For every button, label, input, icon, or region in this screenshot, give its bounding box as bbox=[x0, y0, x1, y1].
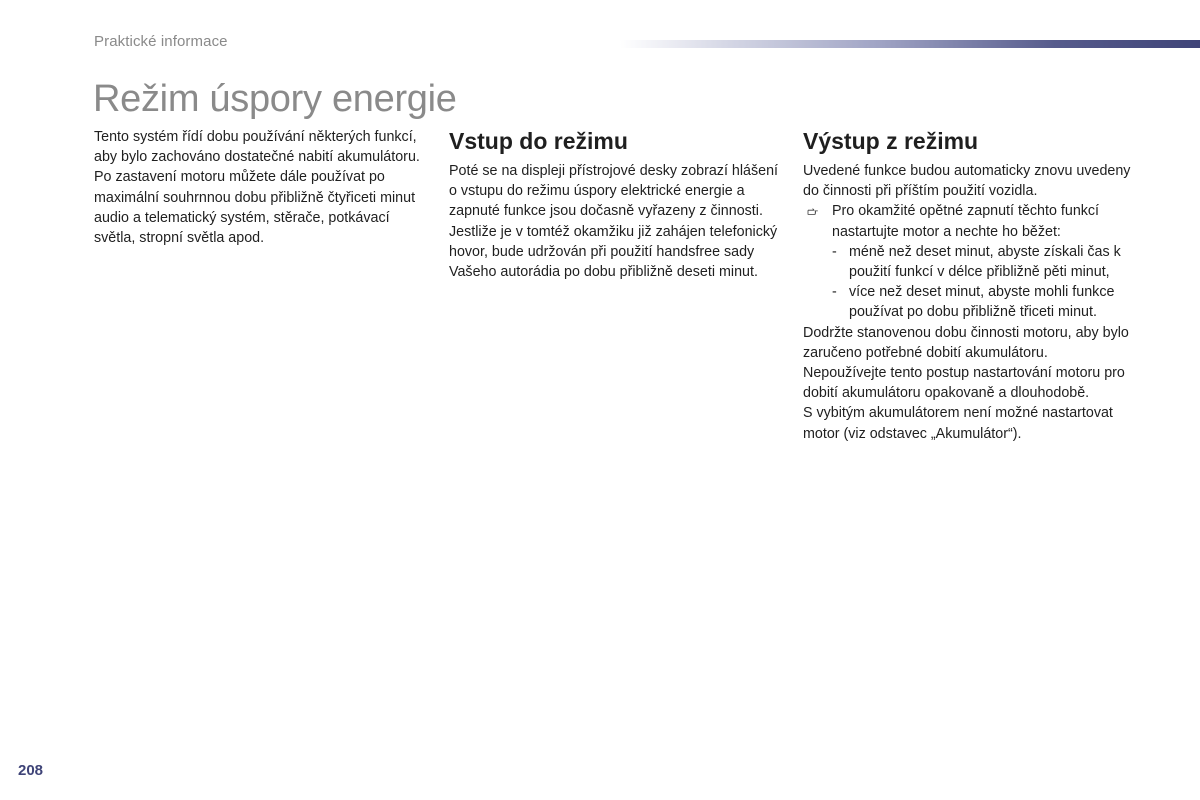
exit-paragraph: Dodržte stanovenou dobu činnosti motoru, aby bylo zaručeno potřebné dobití akumulátoru. bbox=[803, 324, 1129, 361]
exit-bullet bbox=[803, 201, 1138, 241]
entry-paragraph: Poté se na displeji přístrojové desky zobrazí hlášení o vstupu do režimu úspory elektrické energie a zapnuté funkce jsou dočasně vyřazeny z činnosti. bbox=[449, 163, 779, 220]
page-title: Režim úspory energie bbox=[93, 78, 457, 120]
bullet-text: Pro okamžité opětné zapnutí těchto funkcí nastartujte motor a nechte ho běžet: bbox=[832, 203, 1100, 240]
exit-heading: Výstup z režimu bbox=[803, 128, 979, 154]
page-number: 208 bbox=[18, 762, 44, 779]
dash-list-item bbox=[803, 282, 1138, 322]
header-gradient-bar bbox=[620, 40, 1200, 48]
intro-paragraph: Po zastavení motoru můžete dále používat po maximální souhrnnou dobu přibližně čtyřiceti minut audio a telematický systém, stěrače, potkávací světla, stropní světla apod. bbox=[94, 169, 416, 247]
exit-paragraph: Nepoužívejte tento postup nastartování motoru pro dobití akumulátoru opakovaně a dlouhodobě. bbox=[803, 365, 1125, 402]
dash-item-text: více než deset minut, abyste mohli funkce používat po dobu přibližně třiceti minut. bbox=[849, 284, 1115, 321]
pointing-hand-icon bbox=[807, 206, 819, 216]
exit-intro: Uvedené funkce budou automaticky znovu uvedeny do činnosti při příštím použití vozidla. bbox=[803, 163, 1131, 200]
section-label: Praktické informace bbox=[94, 33, 228, 50]
column-exit bbox=[803, 127, 1138, 444]
dash-list-item bbox=[803, 242, 1138, 282]
dash-mark: - bbox=[832, 243, 837, 260]
entry-heading: Vstup do režimu bbox=[449, 128, 628, 154]
exit-paragraph: S vybitým akumulátorem není možné nastartovat motor (viz odstavec „Akumulátor“). bbox=[803, 405, 1113, 442]
entry-paragraph: Jestliže je v tomtéž okamžiku již zahájen telefonický hovor, bude udržován při použití handsfree sady Vašeho autorádia po dobu přibližně deseti minut. bbox=[449, 223, 778, 281]
column-intro bbox=[94, 127, 424, 248]
dash-item-text: méně než deset minut, abyste získali čas k použití funkcí v délce přibližně pěti minut, bbox=[849, 243, 1121, 281]
dash-mark: - bbox=[832, 284, 837, 301]
intro-paragraph: Tento systém řídí dobu používání některých funkcí, aby bylo zachováno dostatečné nabití akumulátoru. bbox=[94, 129, 420, 166]
column-entry bbox=[449, 127, 779, 282]
